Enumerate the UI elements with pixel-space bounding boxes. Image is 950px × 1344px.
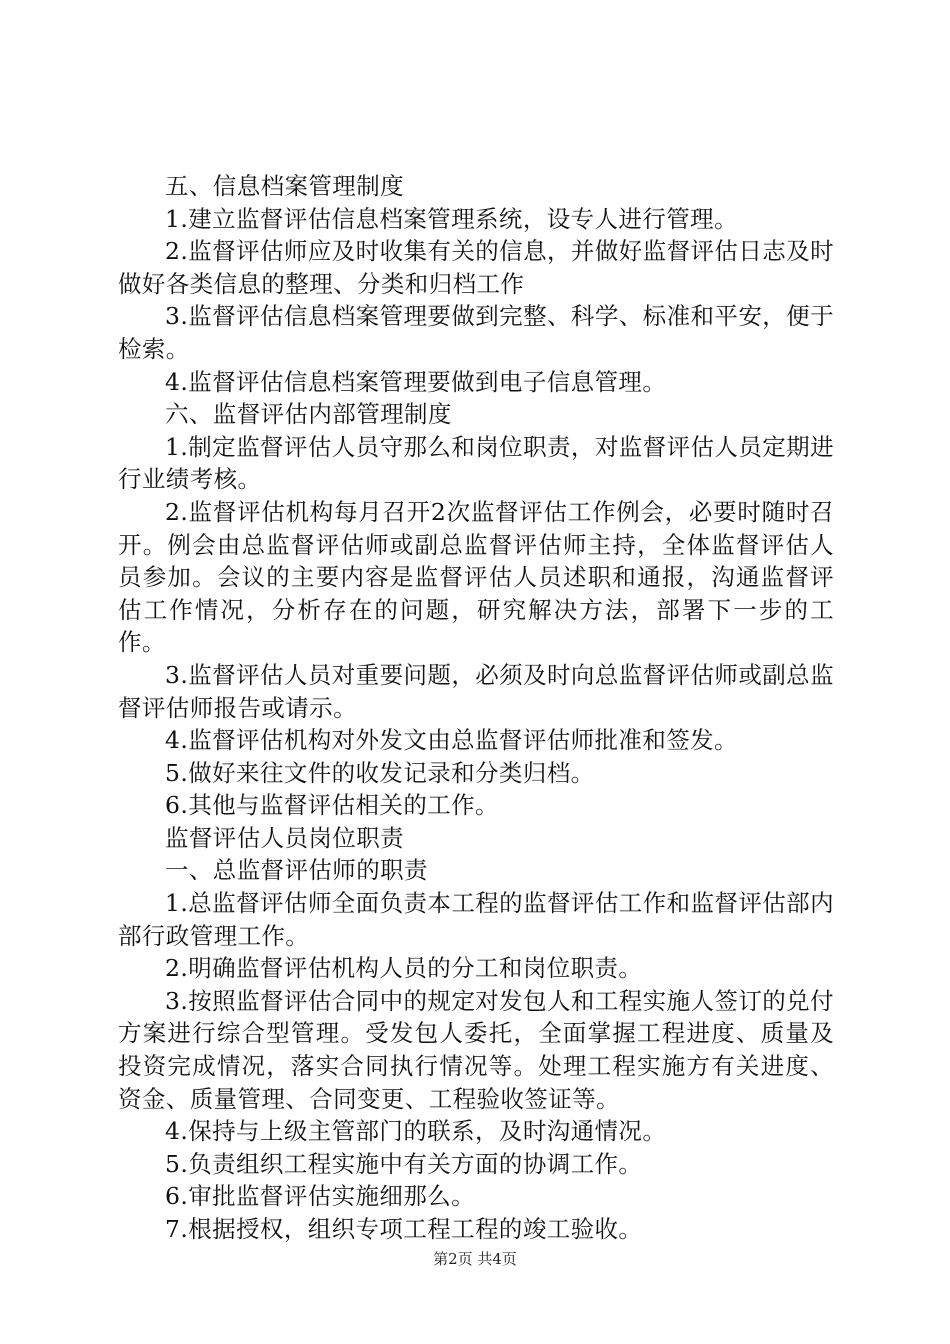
- paragraph: 2.监督评估师应及时收集有关的信息，并做好监督评估日志及时做好各类信息的整理、分类和归档工作: [118, 237, 834, 298]
- section-heading: 五、信息档案管理制度: [165, 172, 404, 200]
- paragraph: 7.根据授权，组织专项工程工程的竣工验收。: [165, 1215, 643, 1243]
- section-heading: 一、总监督评估师的职责: [165, 856, 428, 885]
- paragraph: 6.审批监督评估实施细那么。: [165, 1182, 476, 1211]
- paragraph: 4.保持与上级主管部门的联系，及时沟通情况。: [165, 1117, 667, 1146]
- paragraph: 2.明确监督评估机构人员的分工和岗位职责。: [165, 954, 643, 983]
- paragraph: 3.监督评估信息档案管理要做到完整、科学、标准和平安，便于检索。: [118, 302, 834, 363]
- section-heading: 六、监督评估内部管理制度: [165, 400, 452, 429]
- paragraph: 3.按照监督评估合同中的规定对发包人和工程实施人签订的兑付方案进行综合型管理。受发包人委托，全面掌握工程进度、质量及投资完成情况，落实合同执行情况等。处理工程实施方有关进度、资金、质量管理、合同变更、工程验收签证等。: [118, 986, 834, 1113]
- document-body: [118, 170, 834, 1246]
- document-subtitle: 监督评估人员岗位职责: [165, 823, 404, 852]
- paragraph: 6.其他与监督评估相关的工作。: [165, 791, 499, 820]
- paragraph: 4.监督评估信息档案管理要做到电子信息管理。: [165, 367, 667, 396]
- paragraph: 1.总监督评估师全面负责本工程的监督评估工作和监督评估部内部行政管理工作。: [118, 889, 834, 950]
- paragraph: 5.做好来往文件的收发记录和分类归档。: [165, 758, 595, 787]
- paragraph: 1.制定监督评估人员守那么和岗位职责，对监督评估人员定期进行业绩考核。: [118, 432, 834, 494]
- paragraph: 5.负责组织工程实施中有关方面的协调工作。: [165, 1149, 643, 1178]
- paragraph: 1.建立监督评估信息档案管理系统，设专人进行管理。: [165, 204, 738, 233]
- page-number-footer: 第2页 共4页: [433, 1250, 517, 1268]
- paragraph: 4.监督评估机构对外发文由总监督评估师批准和签发。: [165, 726, 738, 755]
- paragraph: 3.监督评估人员对重要问题，必须及时向总监督评估师或副总监督评估师报告或请示。: [118, 660, 834, 722]
- paragraph: 2.监督评估机构每月召开2次监督评估工作例会，必要时随时召开。例会由总监督评估师或副总监督评估师主持，全体监督评估人员参加。会议的主要内容是监督评估人员述职和通报，沟通监督评估工作情况，分析存在的问题，研究解决方法，部署下一步的工作。: [118, 497, 834, 657]
